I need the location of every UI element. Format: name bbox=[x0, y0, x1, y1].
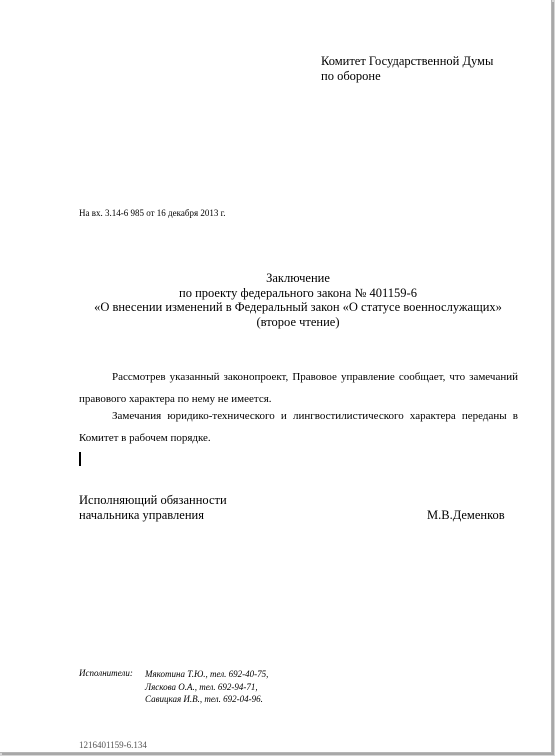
executor-item: Мякотина Т.Ю., тел. 692-40-75, bbox=[145, 669, 269, 679]
executor-item: Ляскова О.А., тел. 692-94-71, bbox=[145, 681, 258, 692]
position-line: Исполняющий обязанности bbox=[79, 493, 227, 507]
position-line: начальника управления bbox=[79, 507, 204, 522]
body-paragraph-1: Рассмотрев указанный законопроект, Правовое управление сообщает, что замечаний правового характера по нему не имеется. bbox=[79, 371, 518, 405]
title-subject: по проекту федерального закона № 401159-6 bbox=[179, 285, 417, 300]
signatory-position bbox=[79, 493, 227, 522]
addressee-line: по обороне bbox=[321, 69, 381, 83]
addressee-block bbox=[321, 54, 493, 84]
body-paragraph-2: Замечания юридико-технического и лингвостилистического характера переданы в Комитет в рабочем порядке. bbox=[79, 410, 518, 444]
document-code: 1216401159-6.134 bbox=[79, 740, 147, 750]
title-reading: (второе чтение) bbox=[256, 314, 340, 329]
document-title bbox=[79, 271, 517, 329]
title-law-name: «О внесении изменений в Федеральный закон «О статусе военнослужащих» bbox=[94, 300, 502, 314]
executor-item: Савицкая И.В., тел. 692-04-96. bbox=[145, 694, 263, 704]
text-cursor[interactable] bbox=[79, 452, 81, 466]
executors-label: Исполнители: bbox=[79, 668, 133, 678]
incoming-reference: На вх. 3.14-6 985 от 16 декабря 2013 г. bbox=[79, 208, 226, 218]
title-heading: Заключение bbox=[266, 271, 330, 285]
executors-list bbox=[145, 668, 268, 706]
addressee-line: Комитет Государственной Думы bbox=[321, 54, 494, 68]
signatory-name: М.В.Деменков bbox=[427, 508, 505, 522]
